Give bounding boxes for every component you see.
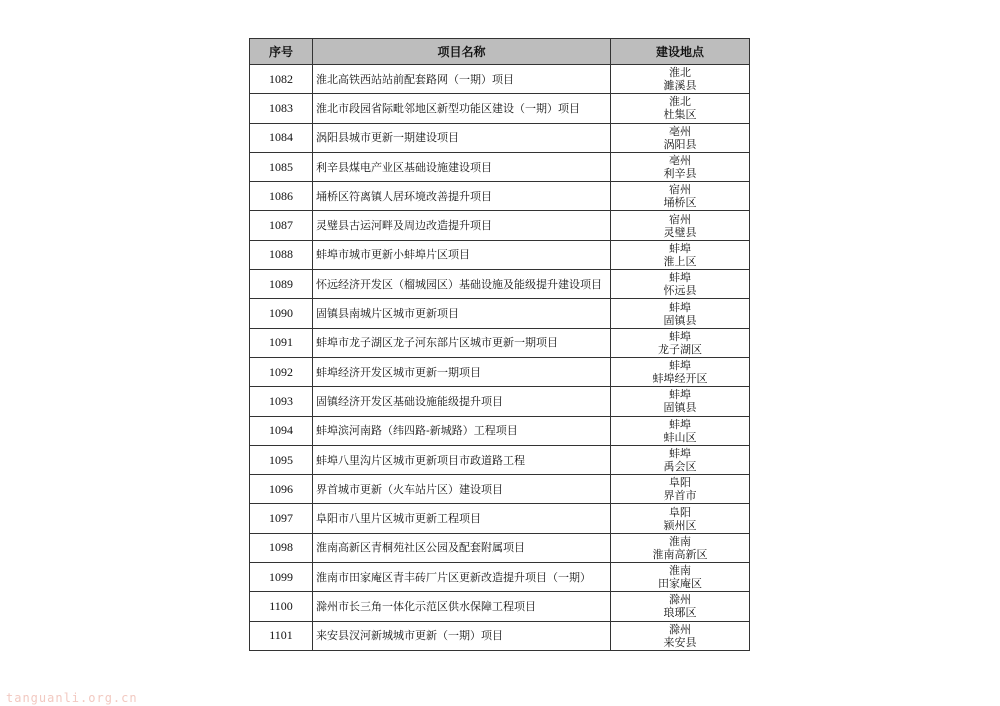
location-district: 蚌埠经开区 xyxy=(652,372,708,386)
project-name: 蚌埠市城市更新小蚌埠片区项目 xyxy=(313,240,611,269)
location-city: 滁州 xyxy=(669,622,691,636)
location-cell xyxy=(611,416,750,445)
row-number: 1084 xyxy=(250,123,313,152)
project-name: 涡阳县城市更新一期建设项目 xyxy=(313,123,611,152)
table-row xyxy=(250,240,750,269)
project-name: 淮北高铁西站站前配套路网（一期）项目 xyxy=(313,65,611,94)
location-district: 杜集区 xyxy=(663,108,697,122)
location-district: 埇桥区 xyxy=(663,196,697,210)
row-number: 1091 xyxy=(250,328,313,357)
location-cell xyxy=(611,504,750,533)
location-cell xyxy=(611,328,750,357)
location-district: 颍州区 xyxy=(663,518,697,532)
project-name: 固镇经济开发区基础设施能级提升项目 xyxy=(313,387,611,416)
table-row xyxy=(250,65,750,94)
table-row xyxy=(250,563,750,592)
location-cell xyxy=(611,445,750,474)
project-name: 滁州市长三角一体化示范区供水保障工程项目 xyxy=(313,592,611,621)
project-name: 蚌埠滨河南路（纬四路-新城路）工程项目 xyxy=(313,416,611,445)
location-city: 亳州 xyxy=(669,154,691,168)
location-cell xyxy=(611,270,750,299)
row-number: 1090 xyxy=(250,299,313,328)
row-number: 1097 xyxy=(250,504,313,533)
project-name: 怀远经济开发区（榴城园区）基础设施及能级提升建设项目 xyxy=(313,270,611,299)
location-cell xyxy=(611,357,750,386)
location-cell xyxy=(611,563,750,592)
location-district: 涡阳县 xyxy=(663,137,697,151)
project-name: 来安县汊河新城城市更新（一期）项目 xyxy=(313,621,611,650)
table-row xyxy=(250,387,750,416)
row-number: 1092 xyxy=(250,357,313,386)
location-cell xyxy=(611,299,750,328)
table-row xyxy=(250,123,750,152)
location-city: 阜阳 xyxy=(669,476,691,490)
location-cell xyxy=(611,152,750,181)
row-number: 1101 xyxy=(250,621,313,650)
location-city: 蚌埠 xyxy=(669,329,691,343)
location-city: 滁州 xyxy=(669,593,691,607)
location-district: 琅琊区 xyxy=(663,606,697,620)
location-cell xyxy=(611,621,750,650)
row-number: 1082 xyxy=(250,65,313,94)
table-row xyxy=(250,504,750,533)
location-cell xyxy=(611,533,750,562)
location-cell xyxy=(611,475,750,504)
header-location: 建设地点 xyxy=(611,39,750,65)
header-row xyxy=(250,39,750,65)
project-name: 埇桥区符离镇人居环境改善提升项目 xyxy=(313,182,611,211)
location-city: 蚌埠 xyxy=(669,359,691,373)
project-name: 蚌埠市龙子湖区龙子河东部片区城市更新一期项目 xyxy=(313,328,611,357)
project-name: 灵璧县古运河畔及周边改造提升项目 xyxy=(313,211,611,240)
location-city: 蚌埠 xyxy=(669,241,691,255)
project-name: 蚌埠经济开发区城市更新一期项目 xyxy=(313,357,611,386)
project-name: 界首城市更新（火车站片区）建设项目 xyxy=(313,475,611,504)
table-row xyxy=(250,182,750,211)
location-district: 固镇县 xyxy=(663,313,697,327)
row-number: 1095 xyxy=(250,445,313,474)
project-name: 固镇县南城片区城市更新项目 xyxy=(313,299,611,328)
location-district: 界首市 xyxy=(663,489,697,503)
location-city: 亳州 xyxy=(669,124,691,138)
location-district: 固镇县 xyxy=(663,401,697,415)
row-number: 1096 xyxy=(250,475,313,504)
location-cell xyxy=(611,592,750,621)
location-district: 淮上区 xyxy=(663,254,697,268)
row-number: 1086 xyxy=(250,182,313,211)
table-row xyxy=(250,94,750,123)
location-city: 蚌埠 xyxy=(669,300,691,314)
row-number: 1089 xyxy=(250,270,313,299)
location-cell xyxy=(611,94,750,123)
table-row xyxy=(250,475,750,504)
table-row xyxy=(250,592,750,621)
table-header xyxy=(250,39,750,65)
project-name: 淮北市段园省际毗邻地区新型功能区建设（一期）项目 xyxy=(313,94,611,123)
location-district: 蚌山区 xyxy=(663,430,697,444)
location-cell xyxy=(611,123,750,152)
location-city: 阜阳 xyxy=(669,505,691,519)
header-project-name: 项目名称 xyxy=(313,39,611,65)
location-city: 宿州 xyxy=(669,183,691,197)
table-row xyxy=(250,533,750,562)
watermark-text: tanguanli.org.cn xyxy=(6,691,138,705)
location-cell xyxy=(611,387,750,416)
table-body xyxy=(250,65,750,651)
location-city: 蚌埠 xyxy=(669,417,691,431)
location-district: 禹会区 xyxy=(663,460,697,473)
table-row xyxy=(250,357,750,386)
location-district: 来安县 xyxy=(663,635,697,649)
location-district: 淮南高新区 xyxy=(652,547,708,561)
location-city: 宿州 xyxy=(669,212,691,226)
location-cell xyxy=(611,182,750,211)
table-row xyxy=(250,211,750,240)
table-row xyxy=(250,328,750,357)
row-number: 1085 xyxy=(250,152,313,181)
row-number: 1088 xyxy=(250,240,313,269)
table-row xyxy=(250,270,750,299)
header-number: 序号 xyxy=(250,39,313,65)
table-row xyxy=(250,299,750,328)
location-district: 怀远县 xyxy=(663,284,697,298)
project-name: 利辛县煤电产业区基础设施建设项目 xyxy=(313,152,611,181)
location-city: 蚌埠 xyxy=(669,388,691,402)
project-name: 淮南高新区青桐苑社区公园及配套附属项目 xyxy=(313,533,611,562)
location-city: 淮南 xyxy=(669,564,691,578)
location-city: 淮北 xyxy=(669,95,691,109)
location-city: 淮北 xyxy=(669,66,691,80)
location-city: 蚌埠 xyxy=(669,271,691,285)
row-number: 1099 xyxy=(250,563,313,592)
table-row xyxy=(250,152,750,181)
row-number: 1093 xyxy=(250,387,313,416)
row-number: 1100 xyxy=(250,592,313,621)
table-row xyxy=(250,445,750,474)
location-district: 灵璧县 xyxy=(663,225,697,239)
row-number: 1094 xyxy=(250,416,313,445)
location-cell xyxy=(611,65,750,94)
location-city: 淮南 xyxy=(669,534,691,548)
project-name: 蚌埠八里沟片区城市更新项目市政道路工程 xyxy=(313,445,611,474)
row-number: 1098 xyxy=(250,533,313,562)
row-number: 1087 xyxy=(250,211,313,240)
project-name: 阜阳市八里片区城市更新工程项目 xyxy=(313,504,611,533)
project-name: 淮南市田家庵区青丰砖厂片区更新改造提升项目（一期） xyxy=(313,563,611,592)
location-cell xyxy=(611,211,750,240)
location-district: 龙子湖区 xyxy=(658,342,702,356)
table-row xyxy=(250,621,750,650)
project-table xyxy=(249,38,750,651)
table-row xyxy=(250,416,750,445)
row-number: 1083 xyxy=(250,94,313,123)
location-district: 田家庵区 xyxy=(658,577,702,591)
location-city: 蚌埠 xyxy=(669,447,691,460)
location-cell xyxy=(611,240,750,269)
location-district: 利辛县 xyxy=(663,167,697,181)
location-district: 濉溪县 xyxy=(663,79,697,93)
